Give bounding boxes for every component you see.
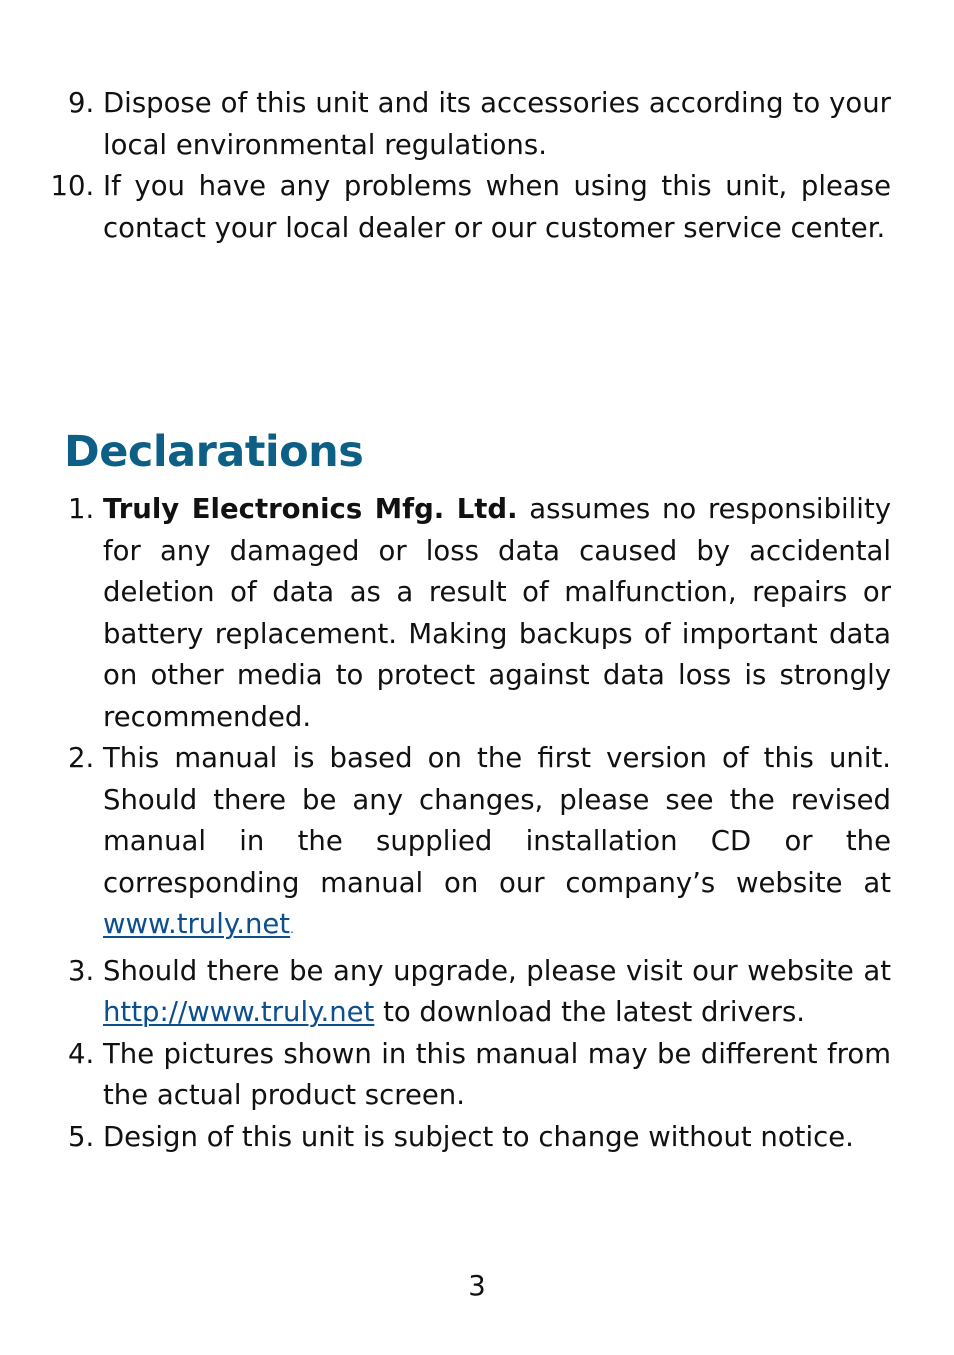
website-link[interactable]: www.truly.net [103, 908, 291, 940]
item-text [103, 489, 891, 738]
link-period: . [290, 922, 294, 936]
item-text-body: assumes no responsibility for any damaged or loss data caused by accidental deletion of data as a result of malfunction, repairs or battery replacement. Making backups of important data on other media to protect against data loss is strongly recommended. [103, 493, 892, 733]
list-item [50, 166, 891, 249]
declarations-list [50, 489, 891, 1158]
list-item [50, 83, 891, 166]
list-item [50, 738, 891, 951]
company-name: Truly Electronics Mfg. Ltd. [103, 493, 518, 525]
item-number: 3. [68, 954, 95, 987]
item-text: Dispose of this unit and its accessories according to your local environmental regulations. [103, 87, 891, 161]
item-number: 2. [68, 742, 95, 774]
list-item [50, 951, 891, 1034]
list-item [50, 1117, 891, 1159]
item-number: 10. [50, 170, 95, 202]
item-text-body: to download the latest drivers. [374, 996, 806, 1028]
item-number: 4. [68, 1037, 95, 1070]
item-number: 1. [68, 493, 95, 525]
list-item [50, 1034, 891, 1117]
item-number: 5. [68, 1120, 95, 1153]
page-number: 3 [468, 1270, 486, 1302]
download-link[interactable]: http://www.truly.net [103, 996, 375, 1028]
item-text: Design of this unit is subject to change without notice. [103, 1120, 854, 1153]
item-text: If you have any problems when using this unit, please contact your local dealer or our customer service center. [103, 170, 891, 244]
item-text [103, 951, 891, 1034]
item-text-body: Should there be any upgrade, please visit our website at [103, 954, 891, 987]
precautions-list-continued [50, 83, 891, 249]
item-text [103, 738, 891, 951]
item-text: The pictures shown in this manual may be different from the actual product screen. [103, 1037, 891, 1111]
item-number: 9. [68, 87, 95, 119]
item-text-body: This manual is based on the first version of this unit. Should there be any changes, please see the revised manual in the supplied installation CD or the corresponding manual on our company’s website at [103, 742, 891, 899]
list-item [50, 489, 891, 738]
section-heading-declarations: Declarations [64, 427, 364, 477]
